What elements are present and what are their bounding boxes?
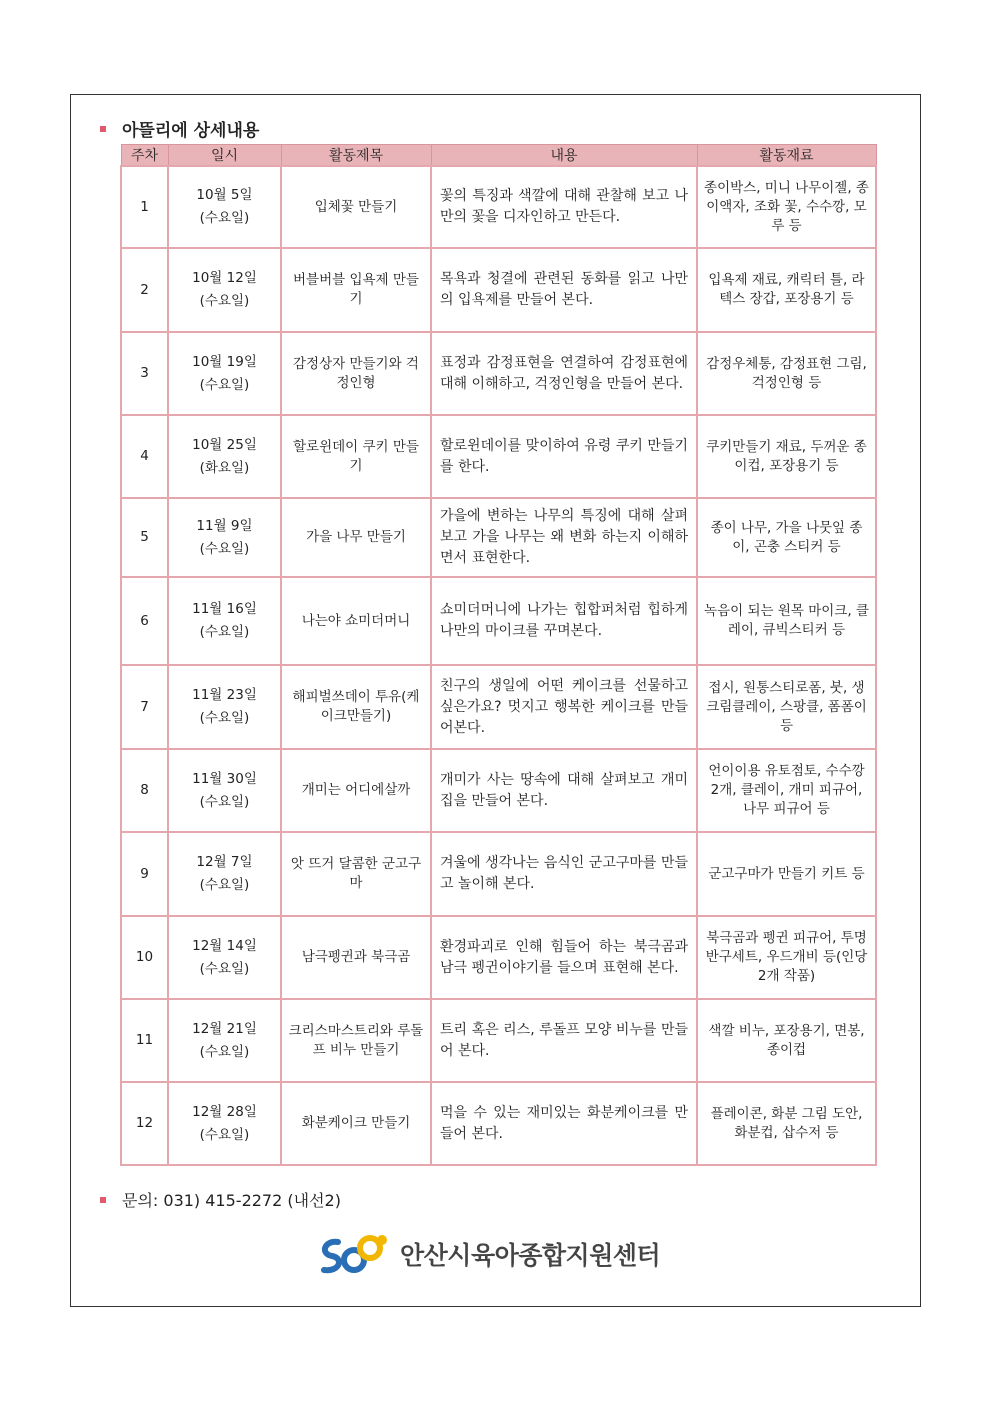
weekday-text: (수요일)	[199, 710, 250, 726]
materials-cell: 쿠키만들기 재료, 두꺼운 종이컵, 포장용기 등	[697, 415, 876, 498]
content-cell: 쇼미더머니에 나가는 힙합퍼처럼 힙하게 나만의 마이크를 꾸며본다.	[431, 577, 697, 665]
table-row	[121, 999, 876, 1082]
table-row	[121, 248, 876, 332]
week-cell: 2	[121, 248, 168, 332]
org-name: 안산시육아종합지원센터	[400, 1241, 661, 1270]
header-date: 일시	[168, 145, 281, 167]
date-cell	[168, 832, 281, 916]
center-logo-icon	[318, 1232, 390, 1276]
week-cell: 3	[121, 332, 168, 415]
date-text: 10월 25일	[192, 436, 257, 453]
materials-cell: 종이 나무, 가을 나뭇잎 종이, 곤충 스티커 등	[697, 498, 876, 577]
date-cell	[168, 999, 281, 1082]
materials-cell: 군고구마가 만들기 키트 등	[697, 832, 876, 916]
bullet-icon	[100, 1197, 106, 1203]
date-text: 12월 28일	[192, 1103, 257, 1120]
weekday-text: (수요일)	[199, 540, 250, 557]
content-cell: 친구의 생일에 어떤 케이크를 선물하고 싶은가요? 멋지고 행복한 케이크를 만들어본다.	[431, 665, 697, 749]
title-cell: 감정상자 만들기와 걱정인형	[281, 332, 431, 415]
table-row	[121, 166, 876, 248]
weekday-text: (수요일)	[199, 293, 250, 309]
materials-cell: 녹음이 되는 원목 마이크, 클레이, 큐빅스티커 등	[697, 577, 876, 665]
footer-logo	[318, 1232, 660, 1276]
title-cell: 앗 뜨거 달콤한 군고구마	[281, 832, 431, 916]
materials-cell: 입욕제 재료, 캐릭터 틀, 라텍스 장갑, 포장용기 등	[697, 248, 876, 332]
title-cell: 남극펭귄과 북극곰	[281, 916, 431, 999]
date-cell	[168, 498, 281, 577]
materials-cell: 플레이콘, 화분 그림 도안, 화분컵, 삽수저 등	[697, 1082, 876, 1165]
date-text: 12월 14일	[192, 937, 257, 954]
content-cell: 가을에 변하는 나무의 특징에 대해 살펴보고 가을 나무는 왜 변화 하는지 이해하면서 표현한다.	[431, 498, 697, 577]
section-title	[100, 116, 259, 141]
bullet-icon	[100, 126, 106, 132]
date-text: 12월 21일	[192, 1020, 257, 1037]
table-row	[121, 916, 876, 999]
section-title-text: 아뜰리에 상세내용	[122, 121, 260, 141]
header-title: 활동제목	[281, 145, 431, 167]
content-cell: 꽃의 특징과 색깔에 대해 관찰해 보고 나만의 꽃을 디자인하고 만든다.	[431, 166, 697, 248]
title-cell: 화분케이크 만들기	[281, 1082, 431, 1165]
weekday-text: (수요일)	[199, 624, 250, 640]
week-cell: 5	[121, 498, 168, 577]
date-cell	[168, 332, 281, 415]
content-cell: 개미가 사는 땅속에 대해 살펴보고 개미집을 만들어 본다.	[431, 749, 697, 832]
weekday-text: (수요일)	[199, 960, 250, 977]
content-cell: 목욕과 청결에 관련된 동화를 읽고 나만의 입욕제를 만들어 본다.	[431, 248, 697, 332]
table-row	[121, 832, 876, 916]
table-row	[121, 332, 876, 415]
weekday-text: (수요일)	[199, 1043, 250, 1060]
date-text: 10월 12일	[192, 270, 257, 286]
date-cell	[168, 749, 281, 832]
date-cell	[168, 415, 281, 498]
content-cell: 겨울에 생각나는 음식인 군고구마를 만들고 놀이해 본다.	[431, 832, 697, 916]
date-text: 12월 7일	[196, 854, 253, 870]
title-cell: 해피벌쓰데이 투유(케이크만들기)	[281, 665, 431, 749]
title-cell: 가을 나무 만들기	[281, 498, 431, 577]
week-cell: 6	[121, 577, 168, 665]
materials-cell: 북극곰과 펭귄 피규어, 투명반구세트, 우드개비 등(인당 2개 작품)	[697, 916, 876, 999]
content-cell: 트리 혹은 리스, 루돌프 모양 비누를 만들어 본다.	[431, 999, 697, 1082]
title-cell: 크리스마스트리와 루돌프 비누 만들기	[281, 999, 431, 1082]
date-text: 11월 9일	[196, 517, 253, 534]
contact-text: 문의: 031) 415-2272 (내선2)	[122, 1191, 341, 1210]
materials-cell: 종이박스, 미니 나무이젤, 종이액자, 조화 꽃, 수수깡, 모루 등	[697, 166, 876, 248]
title-cell: 할로윈데이 쿠키 만들기	[281, 415, 431, 498]
schedule-table	[120, 144, 877, 1166]
materials-cell: 접시, 원통스티로폼, 붓, 생크림클레이, 스팡클, 폼폼이 등	[697, 665, 876, 749]
week-cell: 4	[121, 415, 168, 498]
weekday-text: (화요일)	[199, 459, 250, 476]
date-text: 11월 30일	[192, 770, 257, 787]
weekday-text: (수요일)	[199, 877, 250, 893]
week-cell: 10	[121, 916, 168, 999]
week-cell: 1	[121, 166, 168, 248]
date-text: 11월 16일	[192, 601, 257, 617]
date-cell	[168, 916, 281, 999]
date-text: 11월 23일	[192, 687, 257, 703]
week-cell: 12	[121, 1082, 168, 1165]
materials-cell: 언이이용 유토점토, 수수깡 2개, 클레이, 개미 피규어, 나무 피규어 등	[697, 749, 876, 832]
weekday-text: (수요일)	[199, 210, 250, 226]
week-cell: 8	[121, 749, 168, 832]
content-cell: 먹을 수 있는 재미있는 화분케이크를 만들어 본다.	[431, 1082, 697, 1165]
table-row	[121, 577, 876, 665]
content-cell: 표정과 감정표현을 연결하여 감정표현에 대해 이해하고, 걱정인형을 만들어 본다.	[431, 332, 697, 415]
title-cell: 입체꽃 만들기	[281, 166, 431, 248]
table-row	[121, 1082, 876, 1165]
table-row	[121, 749, 876, 832]
week-cell: 9	[121, 832, 168, 916]
header-week: 주차	[121, 145, 168, 167]
week-cell: 7	[121, 665, 168, 749]
materials-cell: 감정우체통, 감정표현 그림, 걱정인형 등	[697, 332, 876, 415]
date-cell	[168, 248, 281, 332]
header-materials: 활동재료	[697, 145, 876, 167]
week-cell: 11	[121, 999, 168, 1082]
table-header-row	[121, 145, 876, 167]
date-text: 10월 19일	[192, 353, 257, 370]
title-cell: 개미는 어디에살까	[281, 749, 431, 832]
date-cell	[168, 665, 281, 749]
weekday-text: (수요일)	[199, 793, 250, 810]
weekday-text: (수요일)	[199, 1126, 250, 1143]
table-row	[121, 498, 876, 577]
weekday-text: (수요일)	[199, 376, 250, 393]
title-cell: 버블버블 입욕제 만들기	[281, 248, 431, 332]
date-cell	[168, 1082, 281, 1165]
content-cell: 할로윈데이를 맞이하여 유령 쿠키 만들기를 한다.	[431, 415, 697, 498]
date-text: 10월 5일	[196, 187, 253, 203]
materials-cell: 색깔 비누, 포장용기, 면봉, 종이컵	[697, 999, 876, 1082]
table-row	[121, 665, 876, 749]
title-cell: 나는야 쇼미더머니	[281, 577, 431, 665]
date-cell	[168, 166, 281, 248]
table-row	[121, 415, 876, 498]
content-cell: 환경파괴로 인해 힘들어 하는 북극곰과 남극 펭귄이야기를 들으며 표현해 본다.	[431, 916, 697, 999]
contact-line	[100, 1188, 341, 1211]
date-cell	[168, 577, 281, 665]
header-content: 내용	[431, 145, 697, 167]
